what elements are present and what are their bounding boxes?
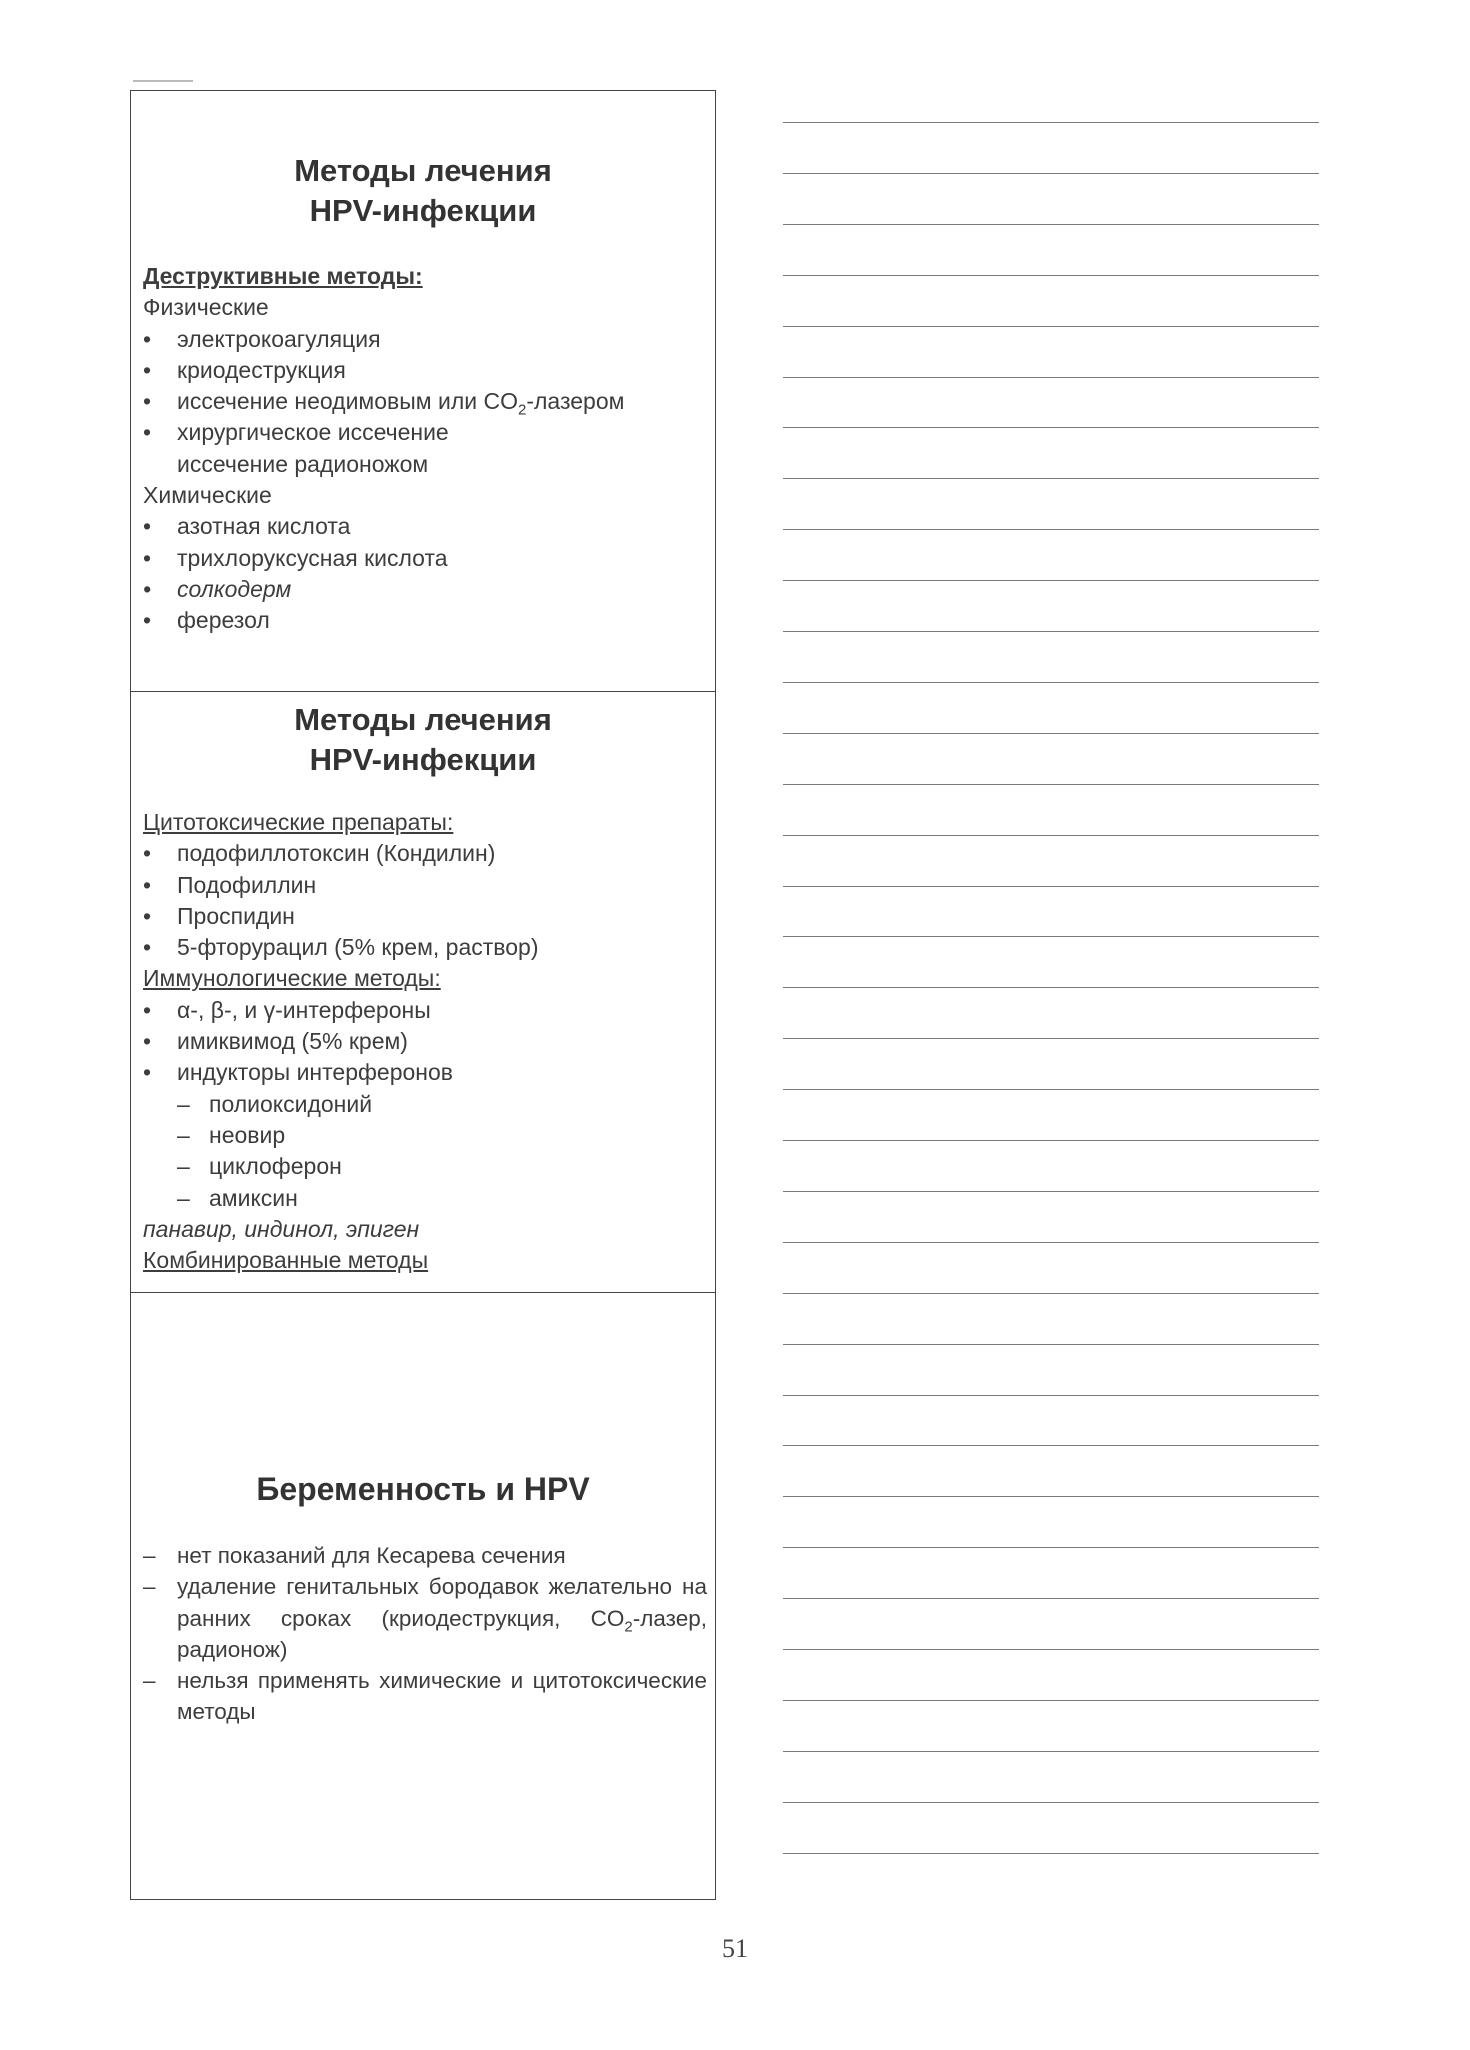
note-line xyxy=(783,784,1319,785)
physical-label: Физические xyxy=(143,294,269,321)
slide2-content xyxy=(143,807,707,1276)
list-item: • азотная кислота xyxy=(143,511,707,542)
sub-list-item: – циклоферон xyxy=(143,1151,707,1182)
chemical-list xyxy=(143,511,707,636)
note-line xyxy=(783,1038,1319,1039)
note-line xyxy=(783,631,1319,632)
slide2-title-line1: Методы лечения xyxy=(294,702,552,737)
note-line xyxy=(783,275,1319,276)
sub-list-item: – полиоксидоний xyxy=(143,1089,707,1120)
list-item: • электрокоагуляция xyxy=(143,324,707,355)
immuno-heading: Иммунологические методы: xyxy=(143,965,441,992)
list-item: • 5-фторурацил (5% крем, раствор) xyxy=(143,932,707,963)
note-line xyxy=(783,835,1319,836)
note-line xyxy=(783,733,1319,734)
note-line xyxy=(783,580,1319,581)
note-line xyxy=(783,224,1319,225)
note-line xyxy=(783,529,1319,530)
slide1-title-line1: Методы лечения xyxy=(294,153,552,188)
immuno-list xyxy=(143,995,707,1214)
note-line xyxy=(783,1700,1319,1701)
note-line xyxy=(783,1751,1319,1752)
note-line xyxy=(783,987,1319,988)
note-line xyxy=(783,1242,1319,1243)
list-item: • подофиллотоксин (Кондилин) xyxy=(143,838,707,869)
scan-mark xyxy=(133,80,193,82)
slide3-title: Беременность и HPV xyxy=(256,1471,590,1507)
note-line xyxy=(783,1547,1319,1548)
italic-line: панавир, индинол, эпиген xyxy=(143,1215,420,1242)
slide-cytotoxic-immuno xyxy=(130,691,716,1293)
note-line xyxy=(783,1598,1319,1599)
list-item: – нет показаний для Кесарева сечения xyxy=(143,1540,707,1571)
note-line xyxy=(783,1344,1319,1345)
chemical-label: Химические xyxy=(143,482,272,509)
combined-methods: Комбинированные методы xyxy=(143,1247,429,1274)
page-number: 51 xyxy=(722,1934,748,1963)
list-item: • хирургическое иссечение xyxy=(143,417,707,448)
sub-list-item: – амиксин xyxy=(143,1183,707,1214)
list-item: – нельзя применять химические и цитотоксические методы xyxy=(143,1665,707,1728)
physical-list xyxy=(143,324,707,480)
slide1-content xyxy=(143,261,707,637)
note-line xyxy=(783,936,1319,937)
list-item: • солкодерм xyxy=(143,574,707,605)
slide-destructive-methods xyxy=(130,90,716,692)
list-item: • Проспидин xyxy=(143,901,707,932)
slide-pregnancy-hpv xyxy=(130,1292,716,1900)
note-line xyxy=(783,377,1319,378)
list-item-continuation: иссечение радионожом xyxy=(177,450,429,477)
list-item: – удаление генитальных бородавок желательно на ранних сроках (криодеструкция, $CO_2$-лазер, радионож) xyxy=(143,1571,707,1665)
destructive-heading: Деструктивные методы: xyxy=(143,263,423,289)
list-item: • имиквимод (5% крем) xyxy=(143,1026,707,1057)
note-line xyxy=(783,1853,1319,1854)
cytotoxic-heading: Цитотоксические препараты: xyxy=(143,809,454,835)
note-line xyxy=(783,478,1319,479)
list-item: • Подофиллин xyxy=(143,870,707,901)
note-line xyxy=(783,1089,1319,1090)
cytotoxic-list xyxy=(143,838,707,963)
note-line xyxy=(783,1649,1319,1650)
note-line xyxy=(783,122,1319,123)
list-item: • иссечение неодимовым или $CO_2$-лазером xyxy=(143,386,727,417)
note-line xyxy=(783,326,1319,327)
list-item: • трихлоруксусная кислота xyxy=(143,543,707,574)
list-item: • ферезол xyxy=(143,605,707,636)
note-line xyxy=(783,682,1319,683)
list-item: • криодеструкция xyxy=(143,355,707,386)
note-line xyxy=(783,427,1319,428)
pregnancy-list xyxy=(143,1540,707,1728)
slides-column xyxy=(130,90,718,1900)
slide2-title-line2: HPV-инфекции xyxy=(309,742,537,777)
note-line xyxy=(783,1496,1319,1497)
note-lines xyxy=(783,122,1319,1882)
sub-list-item: – неовир xyxy=(143,1120,707,1151)
note-line xyxy=(783,1191,1319,1192)
note-line xyxy=(783,1445,1319,1446)
slide1-title-line2: HPV-инфекции xyxy=(309,193,537,228)
note-line xyxy=(783,1140,1319,1141)
note-line xyxy=(783,886,1319,887)
list-item: • индукторы интерферонов xyxy=(143,1057,707,1088)
note-line xyxy=(783,1395,1319,1396)
list-item: • α-, β-, и γ-интерфероны xyxy=(143,995,707,1026)
slide3-content xyxy=(143,1540,707,1728)
note-line xyxy=(783,173,1319,174)
note-line xyxy=(783,1293,1319,1294)
note-line xyxy=(783,1802,1319,1803)
